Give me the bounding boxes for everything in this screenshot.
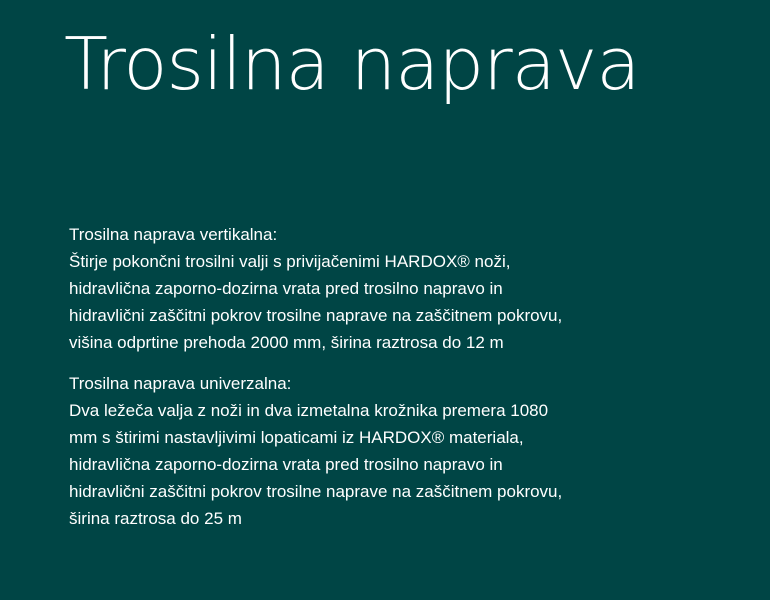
section-heading: Trosilna naprava vertikalna:: [69, 225, 278, 244]
section-heading: Trosilna naprava univerzalna:: [69, 374, 292, 393]
section-body: Dva ležeča valja z noži in dva izmetalna krožnika premera 1080 mm s štirimi nastavljivimi lopaticami iz HARDOX® materiala, hidravlična zaporno-dozirna vrata pred trosilno napravo in hidravlični zaščitni pokrov trosilne naprave na zaščitnem pokrovu, širina raztrosa do 25 m: [69, 401, 563, 528]
section-universal: [69, 370, 569, 532]
section-body: Štirje pokončni trosilni valji s privijačenimi HARDOX® noži, hidravlična zaporno-dozirna vrata pred trosilno napravo in hidravlični zaščitni pokrov trosilne naprave na zaščitnem pokrovu, višina odprtine prehoda 2000 mm, širina raztrosa do 12 m: [69, 252, 563, 352]
section-vertical: [69, 221, 569, 356]
description-content: [69, 221, 569, 546]
page-title: Trosilna naprava: [64, 22, 640, 106]
